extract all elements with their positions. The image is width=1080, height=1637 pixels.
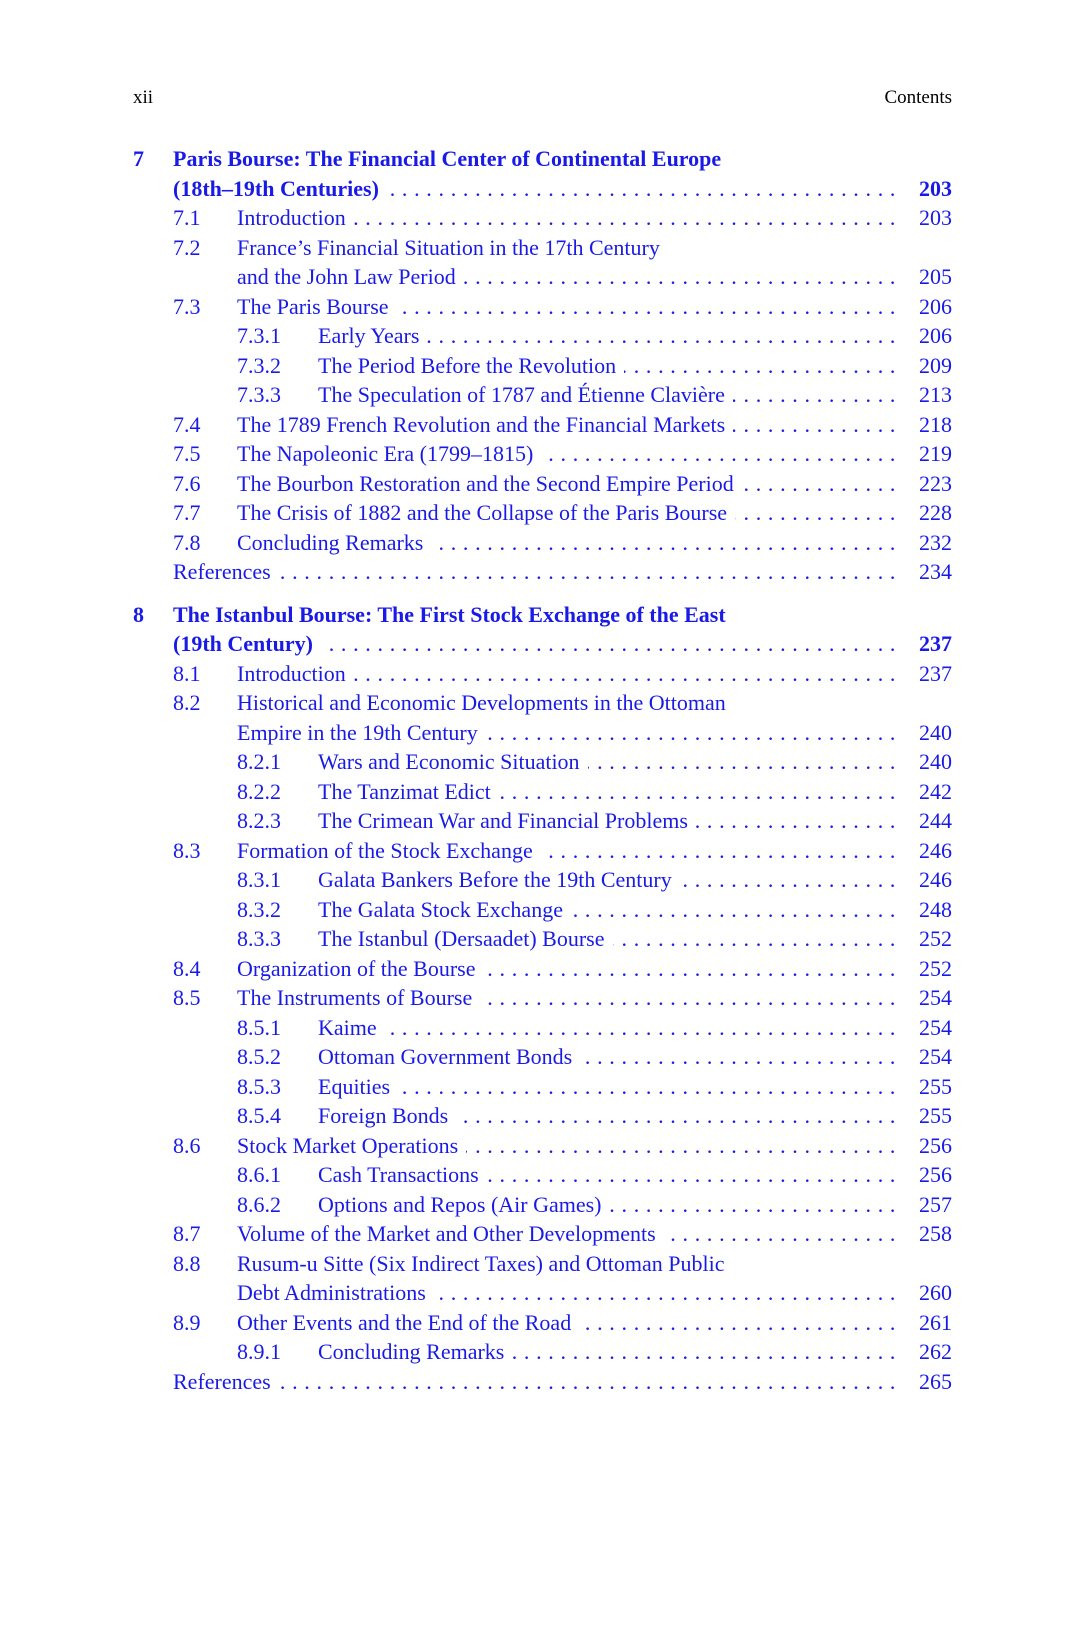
chapter-gap bbox=[133, 587, 952, 600]
toc-entry-number: 8.9.1 bbox=[237, 1339, 281, 1364]
toc-entry[interactable] bbox=[133, 1367, 952, 1397]
toc-entry-page[interactable]: 232 bbox=[919, 529, 952, 555]
toc-entry-title-text: Empire in the 19th Century bbox=[237, 720, 486, 745]
toc-entry-page[interactable]: 255 bbox=[919, 1103, 952, 1128]
toc-entry-page[interactable]: 203 bbox=[919, 205, 952, 230]
toc-entry-title-text: The Crisis of 1882 and the Collapse of the Paris Bourse bbox=[237, 500, 735, 525]
toc-entry-number: 8.2.2 bbox=[237, 778, 281, 804]
toc-entry-title[interactable] bbox=[173, 600, 896, 630]
toc-entry[interactable] bbox=[133, 1219, 952, 1249]
toc-entry-number: 8.8 bbox=[173, 1250, 201, 1276]
toc-entry-number: 7.3.2 bbox=[237, 352, 281, 378]
toc-entry[interactable] bbox=[133, 321, 952, 351]
toc-entry-page[interactable]: 213 bbox=[919, 382, 952, 407]
toc-entry-title-text: Wars and Economic Situation bbox=[318, 749, 588, 774]
toc-entry[interactable] bbox=[133, 498, 952, 528]
toc-entry-page[interactable]: 223 bbox=[919, 470, 952, 496]
toc-entry-title[interactable] bbox=[237, 1278, 896, 1308]
toc-entry-page[interactable]: 206 bbox=[919, 293, 952, 319]
toc-entry[interactable] bbox=[133, 557, 952, 587]
toc-entry[interactable] bbox=[133, 895, 952, 925]
toc-entry-page[interactable]: 209 bbox=[919, 352, 952, 378]
toc-entry[interactable] bbox=[133, 924, 952, 954]
toc-entry-title[interactable] bbox=[318, 747, 896, 777]
toc-entry-number: 7.3.1 bbox=[237, 323, 281, 348]
toc-entry[interactable] bbox=[133, 1101, 952, 1131]
toc-entry[interactable] bbox=[133, 203, 952, 233]
toc-entry-page[interactable]: 234 bbox=[919, 559, 952, 584]
toc-entry-page[interactable]: 244 bbox=[919, 808, 952, 833]
toc-entry-title-text: Early Years bbox=[318, 323, 427, 348]
toc-entry-number: 8.1 bbox=[173, 660, 201, 686]
toc-entry-title-text: Debt Administrations bbox=[237, 1280, 434, 1305]
toc-entry[interactable] bbox=[133, 688, 952, 718]
toc-entry[interactable] bbox=[133, 380, 952, 410]
toc-entry-title[interactable] bbox=[173, 144, 896, 174]
toc-entry-title[interactable] bbox=[173, 557, 896, 587]
toc-entry-title[interactable] bbox=[318, 806, 896, 836]
toc-entry-title-text: The Paris Bourse bbox=[237, 294, 397, 319]
toc-entry-title[interactable] bbox=[237, 203, 896, 233]
toc-entry-page[interactable]: 260 bbox=[919, 1280, 952, 1305]
toc-entry-number: 8.2.3 bbox=[237, 808, 281, 833]
toc-entry-page[interactable]: 203 bbox=[919, 175, 952, 201]
toc-entry-page[interactable]: 237 bbox=[919, 631, 952, 656]
toc-entry-title[interactable] bbox=[237, 983, 896, 1013]
toc-entry-number: 8.5.1 bbox=[237, 1014, 281, 1040]
toc-entry-title-text: Volume of the Market and Other Developments bbox=[237, 1221, 664, 1246]
toc-entry-title-text: Foreign Bonds bbox=[318, 1103, 456, 1128]
toc-entry-page[interactable]: 246 bbox=[919, 837, 952, 863]
toc-entry-number: 7.6 bbox=[173, 470, 201, 496]
toc-entry-page[interactable]: 218 bbox=[919, 411, 952, 437]
toc-entry[interactable] bbox=[133, 1337, 952, 1367]
toc-entry-title[interactable] bbox=[237, 1219, 896, 1249]
toc-entry-title[interactable] bbox=[318, 1042, 896, 1072]
toc-entry-title-text: Historical and Economic Developments in the Ottoman bbox=[237, 690, 734, 715]
toc-entry-page[interactable]: 252 bbox=[919, 926, 952, 951]
page-number: xii bbox=[133, 87, 154, 108]
toc-entry-title[interactable] bbox=[237, 528, 896, 558]
toc-entry-page[interactable]: 252 bbox=[919, 955, 952, 981]
toc-entry-title[interactable] bbox=[237, 292, 896, 322]
toc-entry-page[interactable]: 254 bbox=[919, 985, 952, 1010]
toc-entry-title-text: (19th Century) bbox=[173, 631, 321, 656]
toc-entry[interactable] bbox=[133, 1308, 952, 1338]
toc-entry-number: 8 bbox=[133, 601, 144, 627]
toc-entry-number: 8.5 bbox=[173, 985, 201, 1010]
toc-entry-number: 7 bbox=[133, 146, 144, 171]
toc-entry-title-text: The Istanbul Bourse: The First Stock Exchange of the East bbox=[173, 602, 734, 627]
toc-entry-title[interactable] bbox=[237, 659, 896, 689]
toc-entry[interactable] bbox=[133, 1042, 952, 1072]
toc-entry-title-text: Stock Market Operations bbox=[237, 1133, 466, 1158]
toc-entry-title-text: Introduction bbox=[237, 661, 354, 686]
toc-entry-title-text: Introduction bbox=[237, 205, 354, 230]
toc-entry-title-text: The Crimean War and Financial Problems bbox=[318, 808, 696, 833]
toc-entry-number: 7.7 bbox=[173, 500, 201, 525]
toc-entry-title-text: The Bourbon Restoration and the Second Empire Period bbox=[237, 471, 742, 496]
toc-entry-title[interactable] bbox=[318, 1072, 896, 1102]
toc-entry[interactable] bbox=[133, 659, 952, 689]
toc-entry-title-text: Options and Repos (Air Games) bbox=[318, 1192, 610, 1217]
toc-entry-page[interactable]: 255 bbox=[919, 1073, 952, 1099]
toc-entry-title-text: Galata Bankers Before the 19th Century bbox=[318, 867, 680, 892]
toc-entry-page[interactable]: 240 bbox=[919, 719, 952, 745]
toc-entry[interactable] bbox=[133, 469, 952, 499]
toc-entry-page[interactable]: 242 bbox=[919, 778, 952, 804]
toc-entry-number: 8.6.1 bbox=[237, 1162, 281, 1187]
toc-entry[interactable] bbox=[133, 410, 952, 440]
toc-entry-page[interactable]: 206 bbox=[919, 323, 952, 348]
toc-entry-title-text: Concluding Remarks bbox=[237, 530, 431, 555]
toc-entry-page[interactable]: 254 bbox=[919, 1014, 952, 1040]
toc-entry-title-text: The Tanzimat Edict bbox=[318, 779, 499, 804]
toc-entry-title[interactable] bbox=[318, 1337, 896, 1367]
toc-entry-title[interactable] bbox=[237, 498, 896, 528]
toc-entry-title-text: The 1789 French Revolution and the Financial Markets bbox=[237, 412, 733, 437]
toc-entry[interactable] bbox=[133, 1278, 952, 1308]
toc-entry-title-text: The Period Before the Revolution bbox=[318, 353, 624, 378]
toc-entry-page[interactable]: 256 bbox=[919, 1132, 952, 1158]
toc-entry-title-text: Equities bbox=[318, 1074, 398, 1099]
toc-entry-title[interactable] bbox=[318, 351, 896, 381]
toc-entry-number: 8.5.2 bbox=[237, 1044, 281, 1069]
toc-entry-page[interactable]: 254 bbox=[919, 1044, 952, 1069]
toc-entry-number: 7.3.3 bbox=[237, 382, 281, 407]
toc-entry-title[interactable] bbox=[237, 836, 896, 866]
toc-entry-title-text: Rusum-u Sitte (Six Indirect Taxes) and Ottoman Public bbox=[237, 1251, 733, 1276]
toc-entry-number: 7.5 bbox=[173, 441, 201, 466]
toc-entry-title[interactable] bbox=[173, 629, 896, 659]
toc-entry[interactable] bbox=[133, 747, 952, 777]
toc-entry-title[interactable] bbox=[173, 1367, 896, 1397]
toc-entry[interactable] bbox=[133, 806, 952, 836]
toc-entry-title-text: and the John Law Period bbox=[237, 264, 464, 289]
toc-entry-title[interactable] bbox=[237, 1249, 896, 1279]
toc-entry[interactable] bbox=[133, 1013, 952, 1043]
toc-entry-number: 7.1 bbox=[173, 205, 201, 230]
toc-entry[interactable] bbox=[133, 528, 952, 558]
toc-entry[interactable] bbox=[133, 1249, 952, 1279]
toc-entry-page[interactable]: 219 bbox=[919, 441, 952, 466]
toc-entry-page[interactable]: 262 bbox=[919, 1339, 952, 1364]
toc-entry-title[interactable] bbox=[318, 865, 896, 895]
toc-entry-page[interactable]: 240 bbox=[919, 749, 952, 774]
toc-entry-number: 8.4 bbox=[173, 955, 201, 981]
toc-entry-title-text: Kaime bbox=[318, 1015, 385, 1040]
toc-entry[interactable] bbox=[133, 1131, 952, 1161]
toc-entry-title[interactable] bbox=[237, 1131, 896, 1161]
toc-entry[interactable] bbox=[133, 233, 952, 263]
toc-entry-number: 8.5.3 bbox=[237, 1073, 281, 1099]
toc-entry-title[interactable] bbox=[318, 924, 896, 954]
toc-entry-page[interactable]: 248 bbox=[919, 896, 952, 922]
toc-entry-title[interactable] bbox=[237, 439, 896, 469]
toc-entry-title-text: References bbox=[173, 1369, 279, 1394]
toc-entry-title[interactable] bbox=[237, 410, 896, 440]
toc-entry[interactable] bbox=[133, 1072, 952, 1102]
table-of-contents bbox=[133, 144, 952, 1396]
toc-entry-number: 8.5.4 bbox=[237, 1103, 281, 1128]
toc-entry-page[interactable]: 246 bbox=[919, 867, 952, 892]
toc-entry-title-text: The Istanbul (Dersaadet) Bourse bbox=[318, 926, 613, 951]
toc-entry-title-text: The Napoleonic Era (1799–1815) bbox=[237, 441, 541, 466]
toc-entry-number: 8.7 bbox=[173, 1221, 201, 1246]
toc-entry-title[interactable] bbox=[237, 233, 896, 263]
toc-entry[interactable] bbox=[133, 600, 952, 630]
toc-entry-title[interactable] bbox=[318, 380, 896, 410]
toc-entry-number: 8.3 bbox=[173, 837, 201, 863]
toc-entry-title[interactable] bbox=[318, 1190, 896, 1220]
toc-entry-page[interactable]: 205 bbox=[919, 264, 952, 289]
toc-entry-number: 8.3.1 bbox=[237, 867, 281, 892]
toc-entry[interactable] bbox=[133, 983, 952, 1013]
toc-entry-title-text: References bbox=[173, 559, 279, 584]
toc-entry-title-text: Formation of the Stock Exchange bbox=[237, 838, 541, 863]
toc-entry-title[interactable] bbox=[318, 895, 896, 925]
toc-entry[interactable] bbox=[133, 292, 952, 322]
toc-entry-title-text: The Instruments of Bourse bbox=[237, 985, 480, 1010]
toc-entry-title[interactable] bbox=[237, 1308, 896, 1338]
toc-entry-number: 7.4 bbox=[173, 411, 201, 437]
toc-entry-title[interactable] bbox=[237, 688, 896, 718]
toc-entry-title[interactable] bbox=[173, 174, 896, 204]
toc-entry[interactable] bbox=[133, 351, 952, 381]
toc-entry-title-text: (18th–19th Centuries) bbox=[173, 176, 387, 201]
toc-entry-title-text: The Speculation of 1787 and Étienne Clavière bbox=[318, 382, 733, 407]
toc-entry-title[interactable] bbox=[237, 469, 896, 499]
toc-entry-number: 8.6 bbox=[173, 1132, 201, 1158]
toc-entry-title[interactable] bbox=[318, 1160, 896, 1190]
toc-entry[interactable] bbox=[133, 174, 952, 204]
toc-entry-page[interactable]: 228 bbox=[919, 500, 952, 525]
toc-entry-number: 7.2 bbox=[173, 234, 201, 260]
toc-entry-number: 7.8 bbox=[173, 529, 201, 555]
toc-entry-title[interactable] bbox=[237, 954, 896, 984]
toc-entry-title-text: Concluding Remarks bbox=[318, 1339, 512, 1364]
toc-entry[interactable] bbox=[133, 836, 952, 866]
toc-entry-number: 8.3.2 bbox=[237, 896, 281, 922]
toc-entry-title[interactable] bbox=[318, 1013, 896, 1043]
toc-entry[interactable] bbox=[133, 1190, 952, 1220]
running-title: Contents bbox=[884, 87, 952, 108]
toc-entry[interactable] bbox=[133, 954, 952, 984]
toc-entry[interactable] bbox=[133, 865, 952, 895]
toc-entry-title[interactable] bbox=[237, 262, 896, 292]
toc-entry-title-text: The Galata Stock Exchange bbox=[318, 897, 571, 922]
toc-entry-page[interactable]: 261 bbox=[919, 1309, 952, 1335]
toc-entry-title-text: Other Events and the End of the Road bbox=[237, 1310, 579, 1335]
toc-entry[interactable] bbox=[133, 777, 952, 807]
toc-entry-page[interactable]: 257 bbox=[919, 1191, 952, 1217]
toc-entry[interactable] bbox=[133, 718, 952, 748]
toc-entry-number: 7.3 bbox=[173, 293, 201, 319]
toc-entry-number: 8.6.2 bbox=[237, 1191, 281, 1217]
toc-entry-page[interactable]: 258 bbox=[919, 1221, 952, 1246]
toc-entry[interactable] bbox=[133, 262, 952, 292]
toc-entry[interactable] bbox=[133, 144, 952, 174]
toc-entry-page[interactable]: 265 bbox=[919, 1368, 952, 1394]
toc-entry-title-text: Cash Transactions bbox=[318, 1162, 487, 1187]
toc-entry-title-text: Paris Bourse: The Financial Center of Continental Europe bbox=[173, 146, 729, 171]
toc-entry-title-text: Ottoman Government Bonds bbox=[318, 1044, 580, 1069]
toc-entry-title-text: Organization of the Bourse bbox=[237, 956, 483, 981]
toc-entry-title[interactable] bbox=[318, 1101, 896, 1131]
toc-entry-page[interactable]: 256 bbox=[919, 1162, 952, 1187]
toc-entry-number: 8.3.3 bbox=[237, 926, 281, 951]
toc-entry[interactable] bbox=[133, 439, 952, 469]
toc-entry-page[interactable]: 237 bbox=[919, 660, 952, 686]
toc-entry[interactable] bbox=[133, 629, 952, 659]
toc-entry-number: 8.2 bbox=[173, 690, 201, 715]
toc-entry-number: 8.9 bbox=[173, 1309, 201, 1335]
toc-entry-title[interactable] bbox=[237, 718, 896, 748]
toc-entry-title[interactable] bbox=[318, 321, 896, 351]
toc-entry-title-text: France’s Financial Situation in the 17th Century bbox=[237, 235, 668, 260]
toc-entry-title[interactable] bbox=[318, 777, 896, 807]
toc-entry-number: 8.2.1 bbox=[237, 749, 281, 774]
toc-entry[interactable] bbox=[133, 1160, 952, 1190]
